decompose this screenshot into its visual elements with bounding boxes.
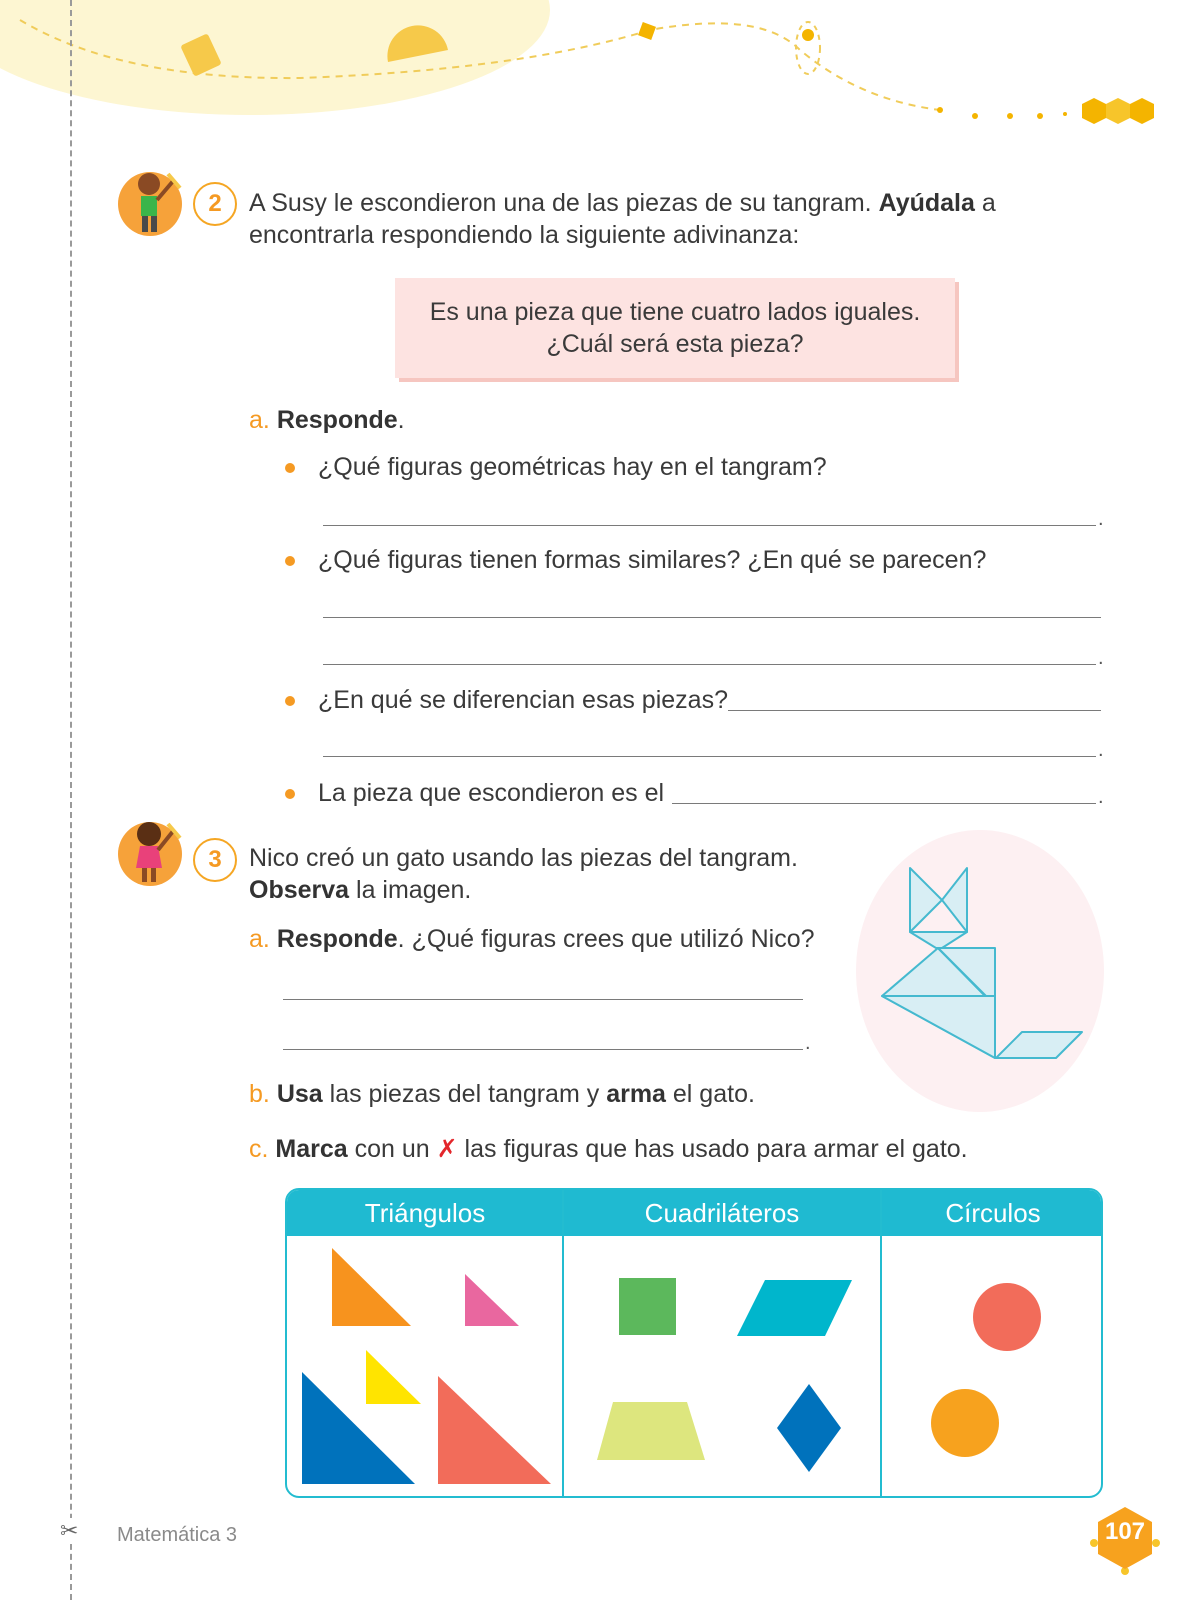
riddle-box — [395, 278, 955, 378]
exercise-2-statement-line2: encontrarla respondiendo la siguiente adivinanza: — [249, 221, 800, 249]
bullet — [285, 463, 295, 473]
bullet — [285, 696, 295, 706]
exercise-3a-instruction: a. Responde. ¿Qué figuras crees que utilizó Nico? — [249, 925, 815, 953]
answer-line-1[interactable] — [323, 525, 1096, 526]
period: . — [805, 1032, 811, 1054]
exercise-2-number: 2 — [193, 182, 237, 226]
red-circle — [973, 1283, 1041, 1351]
answer-line-3a-1[interactable] — [283, 999, 803, 1000]
header-decoration — [0, 0, 1193, 140]
cut-line — [70, 0, 72, 1600]
exercise-3-statement-line2: Observa la imagen. — [249, 876, 472, 904]
exercise-3-number: 3 — [193, 838, 237, 882]
shapes-table — [285, 1188, 1103, 1498]
blue-rhombus — [777, 1384, 841, 1472]
answer-line-4[interactable] — [672, 803, 1096, 804]
exercise-3c-instruction: c. Marca con un ✗ las figuras que has usado para armar el gato. — [249, 1135, 968, 1163]
orange-triangle — [332, 1248, 411, 1326]
exercise-3b-instruction: b. Usa las piezas del tangram y arma el gato. — [249, 1080, 755, 1108]
red-triangle — [438, 1376, 551, 1484]
exercise-3-statement: Nico creó un gato usando las piezas del tangram. — [249, 844, 798, 872]
answer-line-3a[interactable] — [728, 710, 1101, 711]
pink-triangle — [465, 1274, 519, 1326]
question-3: ¿En qué se diferencian esas piezas? — [318, 686, 728, 714]
period: . — [1098, 739, 1104, 761]
question-1: ¿Qué figuras geométricas hay en el tangram? — [318, 453, 827, 481]
answer-line-3a-2[interactable] — [283, 1049, 803, 1050]
answer-line-3b[interactable] — [323, 756, 1096, 757]
period: . — [1098, 647, 1104, 669]
girl-avatar — [116, 816, 184, 888]
teal-parallelogram — [737, 1280, 852, 1336]
header-quadrilaterals: Cuadriláteros — [563, 1190, 881, 1236]
riddle-line-1: Es una pieza que tiene cuatro lados iguales. — [429, 298, 921, 326]
x-mark-icon: ✗ — [436, 1135, 458, 1163]
page-number: 107 — [1104, 1518, 1146, 1545]
scissors-icon: ✂ — [60, 1518, 79, 1543]
period: . — [1098, 786, 1104, 808]
period: . — [1098, 508, 1104, 530]
lime-trapezoid — [597, 1402, 705, 1460]
cube-icon — [638, 22, 656, 40]
tangram-cat-illustration — [850, 826, 1110, 1116]
book-title: Matemática 3 — [117, 1524, 238, 1546]
cubes-icon — [1082, 98, 1154, 124]
bullet — [285, 556, 295, 566]
shapes-area — [287, 1236, 1103, 1498]
orange-circle — [931, 1389, 999, 1457]
answer-line-2b[interactable] — [323, 664, 1096, 665]
question-4: La pieza que escondieron es el — [318, 779, 665, 807]
exercise-2-statement: A Susy le escondieron una de las piezas de su tangram. Ayúdala a — [249, 189, 996, 217]
green-square — [619, 1278, 676, 1335]
question-2: ¿Qué figuras tienen formas similares? ¿En qué se parecen? — [318, 546, 987, 574]
header-circles: Círculos — [881, 1190, 1103, 1236]
answer-line-2a[interactable] — [323, 617, 1101, 618]
yellow-triangle — [366, 1350, 421, 1404]
riddle-line-2: ¿Cuál será esta pieza? — [546, 330, 804, 358]
boy-avatar — [116, 166, 184, 238]
exercise-2a-instruction: a. Responde. — [249, 406, 405, 434]
header-triangles: Triángulos — [287, 1190, 563, 1236]
bullet — [285, 789, 295, 799]
